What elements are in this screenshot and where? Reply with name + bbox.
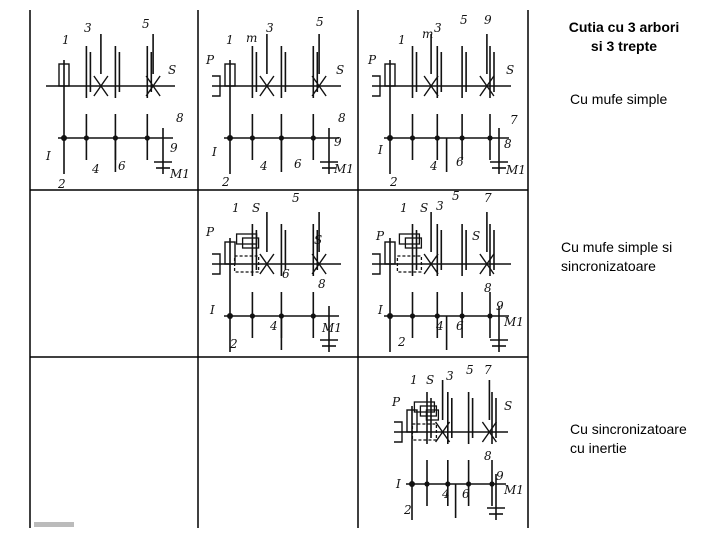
part-letter-label: I (396, 477, 401, 491)
part-letter-label: I (378, 143, 383, 157)
part-letter-label: m (246, 31, 258, 45)
part-number-label: 4 (270, 319, 278, 333)
part-letter-label: S (426, 373, 435, 387)
gearbox-diagram-r2c3 (372, 189, 524, 352)
row2-label-line-2: sincronizatoare (561, 258, 656, 274)
gearbox-diagram-r2c2 (205, 191, 342, 352)
part-letter-label: M1 (506, 163, 526, 177)
part-letter-label: S (472, 229, 481, 243)
part-number-label: 4 (436, 319, 444, 333)
part-letter-label: S (168, 63, 177, 77)
part-number-label: 1 (232, 201, 240, 215)
part-number-label: 5 (142, 17, 150, 31)
part-number-label: 1 (62, 33, 70, 47)
part-letter-label: P (392, 395, 401, 409)
part-number-label: 7 (510, 113, 518, 127)
part-letter-label: M1 (504, 483, 524, 497)
part-number-label: 8 (176, 111, 184, 125)
part-letter-label: P (368, 53, 377, 67)
part-number-label: 6 (294, 157, 302, 171)
part-letter-label: M1 (334, 162, 354, 176)
part-number-label: 1 (410, 373, 418, 387)
scan-smudge (34, 522, 74, 527)
part-letter-label: M1 (170, 167, 190, 181)
part-number-label: 9 (170, 141, 178, 155)
part-letter-label: m (422, 27, 434, 41)
part-number-label: 7 (484, 363, 492, 377)
part-number-label: 2 (398, 335, 406, 349)
part-number-label: 4 (430, 159, 438, 173)
part-letter-label: P (206, 225, 215, 239)
part-number-label: 3 (434, 21, 442, 35)
part-number-label: 2 (222, 175, 230, 189)
part-letter-label: S (252, 201, 261, 215)
part-letter-label: S (506, 63, 515, 77)
row2-label-line-1: Cu mufe simple si (561, 239, 673, 255)
part-letter-label: I (212, 145, 217, 159)
row1-label (570, 90, 667, 109)
table-grid (30, 10, 528, 528)
row2-label (561, 238, 672, 276)
part-number-label: 4 (260, 159, 268, 173)
part-number-label: 1 (226, 33, 234, 47)
part-number-label: 6 (456, 155, 464, 169)
part-number-label: 9 (496, 469, 504, 483)
part-letter-label: I (46, 149, 51, 163)
title-line-1: Cutia cu 3 arbori (568, 19, 680, 35)
part-number-label: 5 (316, 15, 324, 29)
part-number-label: 9 (334, 135, 342, 149)
part-number-label: 5 (292, 191, 300, 205)
part-number-label: 2 (58, 177, 66, 191)
part-letter-label: P (206, 53, 215, 67)
part-number-label: 3 (266, 21, 274, 35)
part-number-label: 3 (84, 21, 92, 35)
part-number-label: 5 (466, 363, 474, 377)
part-number-label: 4 (442, 487, 450, 501)
part-number-label: 8 (504, 137, 512, 151)
part-number-label: 5 (452, 189, 460, 203)
part-number-label: 3 (446, 369, 454, 383)
part-number-label: 9 (484, 13, 492, 27)
part-number-label: 9 (496, 299, 504, 313)
part-number-label: 1 (398, 33, 406, 47)
part-number-label: 3 (436, 199, 444, 213)
row1-label-text: Cu mufe simple (570, 91, 668, 107)
gearbox-diagram-r3c3 (391, 363, 524, 520)
row3-label (570, 420, 687, 458)
part-number-label: 6 (462, 487, 470, 501)
part-letter-label: M1 (504, 315, 524, 329)
row3-label-line-1: Cu sincronizatoare (570, 421, 687, 437)
gearbox-diagram-r1c3 (367, 13, 526, 189)
part-number-label: 7 (484, 191, 492, 205)
part-letter-label: M1 (322, 321, 342, 335)
part-number-label: 8 (318, 277, 326, 291)
part-number-label: 5 (460, 13, 468, 27)
part-letter-label: S (504, 399, 513, 413)
part-number-label: 2 (230, 337, 238, 351)
part-number-label: 6 (282, 267, 290, 281)
part-number-label: 4 (92, 162, 100, 176)
part-number-label: 8 (484, 281, 492, 295)
part-number-label: 2 (390, 175, 398, 189)
title-line-2: si 3 trepte (590, 38, 658, 54)
part-number-label: 2 (404, 503, 412, 517)
row3-label-line-2: cu inertie (570, 440, 627, 456)
part-letter-label: S (420, 201, 429, 215)
part-number-label: 1 (400, 201, 408, 215)
part-number-label: 8 (338, 111, 346, 125)
part-letter-label: P (376, 229, 385, 243)
gearbox-diagram-r1c2 (205, 15, 354, 189)
gearbox-diagram-r1c1 (45, 17, 190, 191)
part-letter-label: S (314, 233, 323, 247)
part-letter-label: I (378, 303, 383, 317)
title-label (556, 18, 692, 56)
part-letter-label: I (210, 303, 215, 317)
part-number-label: 6 (118, 159, 126, 173)
part-number-label: 6 (456, 319, 464, 333)
part-letter-label: S (336, 63, 345, 77)
part-number-label: 8 (484, 449, 492, 463)
